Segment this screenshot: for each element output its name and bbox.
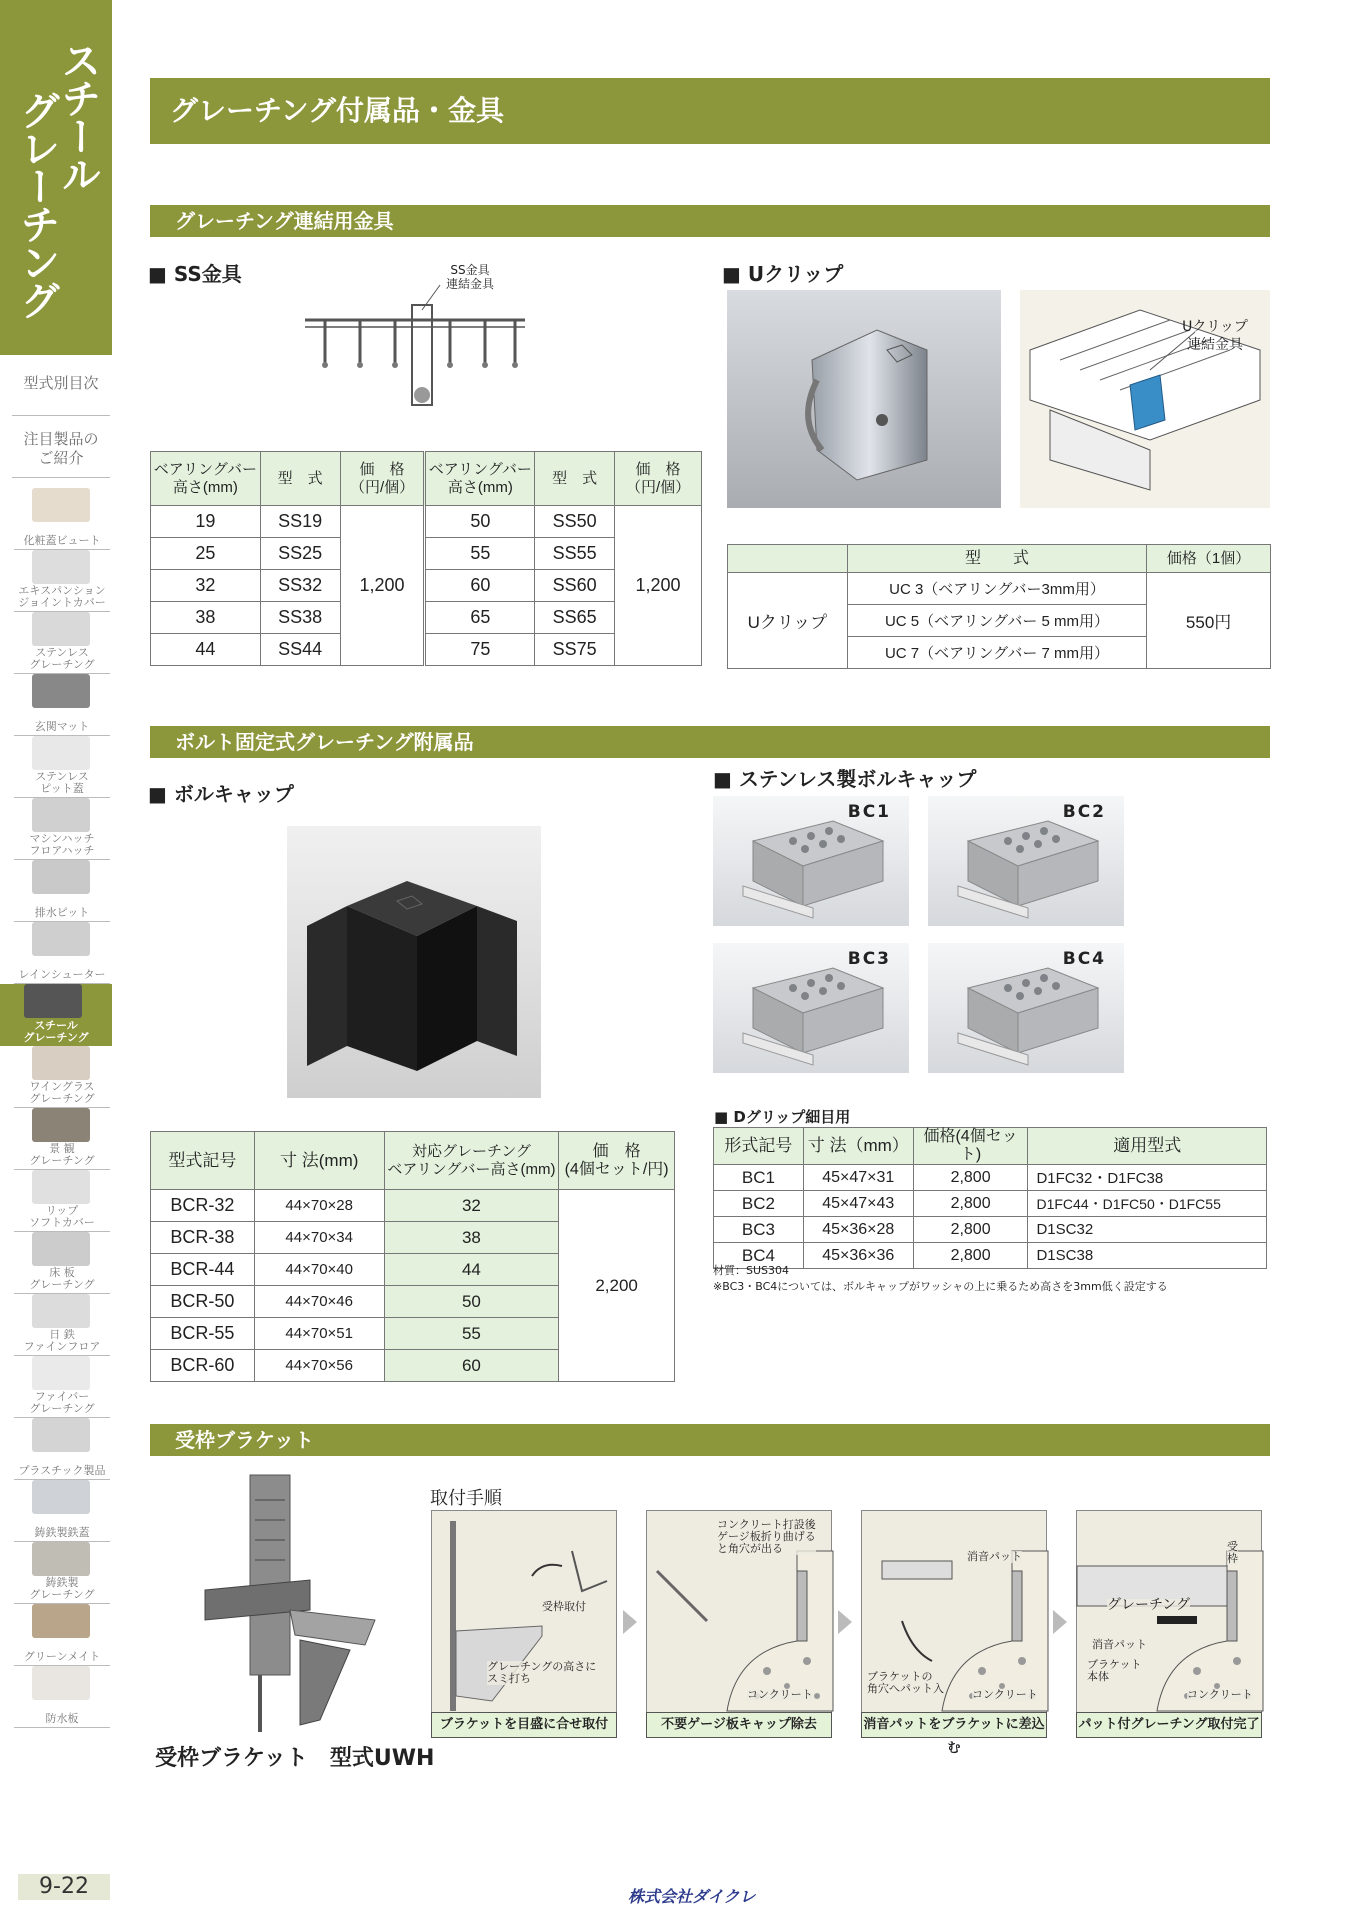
ss-header-type-left: 型 式 (260, 452, 340, 506)
dgrip-header-applicable: 適用型式 (1028, 1128, 1267, 1165)
sidebar-item-label: 化粧蓋ビュート (23, 534, 101, 547)
sidebar-item[interactable] (14, 1604, 110, 1666)
dgrip-table (713, 1127, 1267, 1269)
u-clip-type: UC 7（ベアリングバー 7 mm用） (847, 637, 1146, 669)
ss-price-left: 1,200 (340, 506, 425, 666)
procedure-arrow-icon (623, 1610, 637, 1634)
sidebar-item-thumbnail (32, 1480, 90, 1514)
sidebar-item-label: エキスパンション ジョイントカバー (18, 584, 106, 609)
ss-cell: SS65 (535, 602, 615, 634)
sidebar-item-thumbnail (32, 550, 90, 584)
bolcap-cell: BCR-50 (151, 1286, 255, 1318)
procedure-step-label: 受枠取付 (542, 1600, 586, 1613)
section-header-connector: グレーチング連結用金具 (150, 205, 1270, 237)
ss-cell: SS44 (260, 634, 340, 666)
company-logo (628, 1884, 755, 1907)
sidebar-item[interactable] (14, 798, 110, 860)
ss-cell: 44 (151, 634, 261, 666)
ss-header-price-right: 価 格 （円/個） (615, 452, 702, 506)
procedure-step-panel (431, 1510, 617, 1738)
dgrip-cell: 45×36×36 (803, 1243, 913, 1269)
ss-cell: 75 (425, 634, 535, 666)
sidebar-item-label: 鋳鉄製 グレーチング (29, 1576, 95, 1601)
sidebar-item-thumbnail (32, 1604, 90, 1638)
sidebar-item-label: 景 観 グレーチング (29, 1142, 95, 1167)
sidebar-item[interactable] (14, 1232, 110, 1294)
procedure-arrow-icon (1053, 1610, 1067, 1634)
bolcap-cell: 44×70×28 (254, 1190, 384, 1222)
stainless-bolcap-label: BC2 (1062, 802, 1106, 822)
procedure-step-caption: 不要ゲージ板キャップ除去 (646, 1712, 832, 1738)
procedure-step-label: ブラケットの 角穴へパット入 (867, 1670, 944, 1695)
stainless-bolcap-label: BC4 (1062, 949, 1106, 969)
sidebar-item-thumbnail (32, 860, 90, 894)
bolcap-cell: 38 (384, 1222, 559, 1254)
table-row (151, 506, 702, 538)
bolcap-cell: 60 (384, 1350, 559, 1382)
table-row (151, 1190, 675, 1222)
sidebar-item-thumbnail (32, 1170, 90, 1204)
bolcap-cell: 44 (384, 1254, 559, 1286)
bolcap-cell: 44×70×56 (254, 1350, 384, 1382)
stainless-bolcap-title: ■ ステンレス製ボルキャップ (713, 767, 977, 791)
u-clip-type: UC 3（ベアリングバー3mm用） (847, 573, 1146, 605)
sidebar-item-label: プラスチック製品 (18, 1464, 106, 1477)
dgrip-cell: BC3 (714, 1217, 804, 1243)
sidebar-item-label: ステンレス ピット蓋 (35, 770, 89, 795)
table-row (714, 1217, 1267, 1243)
sidebar-item[interactable] (14, 674, 110, 736)
bolcap-title: ■ ボルキャップ (148, 782, 294, 806)
dgrip-header-model: 形式記号 (714, 1128, 804, 1165)
bolcap-photo (287, 826, 541, 1098)
sidebar-item-label: 排水ピット (34, 906, 90, 919)
bolcap-cell: 44×70×40 (254, 1254, 384, 1286)
sidebar-item-thumbnail (32, 1108, 90, 1142)
dgrip-cell: 2,800 (913, 1217, 1028, 1243)
sidebar-item[interactable] (14, 1294, 110, 1356)
sidebar-item[interactable] (14, 1418, 110, 1480)
bolcap-cell: 55 (384, 1318, 559, 1350)
dgrip-cell: D1FC44・D1FC50・D1FC55 (1028, 1191, 1267, 1217)
sidebar-item[interactable] (14, 922, 110, 984)
sidebar-item-thumbnail (32, 736, 90, 770)
sidebar-item-label: グリーンメイト (23, 1650, 101, 1663)
dgrip-cell: 45×47×31 (803, 1165, 913, 1191)
dgrip-cell: 2,800 (913, 1165, 1028, 1191)
procedure-step-panel (1076, 1510, 1262, 1738)
page-number: 9-22 (18, 1874, 110, 1900)
dgrip-cell: 45×36×28 (803, 1217, 913, 1243)
ss-cell: 50 (425, 506, 535, 538)
dgrip-cell: 2,800 (913, 1243, 1028, 1269)
sidebar-title (0, 40, 112, 340)
sidebar-item-label: ファイバー グレーチング (29, 1390, 95, 1415)
u-clip-name: Uクリップ (728, 573, 848, 669)
bolcap-cell: BCR-60 (151, 1350, 255, 1382)
procedure-step-caption: ブラケットを目盛に合せ取付 (431, 1712, 617, 1738)
u-clip-photo (727, 290, 1001, 508)
bolcap-header-size: 寸 法(mm) (254, 1132, 384, 1190)
sidebar-item-thumbnail (32, 488, 90, 522)
procedure-step-label: 受 枠 (1227, 1540, 1238, 1565)
page-title: グレーチング付属品・金具 (150, 78, 1270, 144)
procedure-step-panel (861, 1510, 1047, 1756)
ss-header-type-right: 型 式 (535, 452, 615, 506)
u-clip-header-price: 価格（1個） (1147, 545, 1271, 573)
stainless-bolcap-photo (928, 943, 1124, 1073)
ss-fitting-title: ■ SS金具 (148, 262, 242, 286)
sidebar-link-featured[interactable]: 注目製品の ご紹介 (12, 430, 110, 478)
ss-cell: 32 (151, 570, 261, 602)
dgrip-cell: 45×47×43 (803, 1191, 913, 1217)
ss-cell: 55 (425, 538, 535, 570)
section-header-bolt-fixed: ボルト固定式グレーチング附属品 (150, 726, 1270, 758)
bolcap-cell: BCR-44 (151, 1254, 255, 1286)
sidebar-item-label: レインシューター (18, 968, 106, 981)
u-clip-header-type: 型 式 (847, 545, 1146, 573)
table-row (714, 1165, 1267, 1191)
dgrip-note-bc3-bc4: ※BC3・BC4については、ボルキャップがワッシャの上に乗るため高さを3mm低く設定する (713, 1280, 1168, 1293)
sidebar-title-line2: グレーチング (14, 90, 60, 318)
ss-cell: SS50 (535, 506, 615, 538)
bolcap-header-bar-height: 対応グレーチング ベアリングバー高さ(mm) (384, 1132, 559, 1190)
sidebar-item-label: 防水板 (45, 1712, 79, 1725)
ss-cell: 38 (151, 602, 261, 634)
ss-cell: 65 (425, 602, 535, 634)
ss-cell: SS25 (260, 538, 340, 570)
bolcap-cell: 50 (384, 1286, 559, 1318)
sidebar-item[interactable] (14, 860, 110, 922)
procedure-step-label: 消音パット (1092, 1638, 1147, 1651)
bolcap-cell: 44×70×34 (254, 1222, 384, 1254)
sidebar-item[interactable] (14, 1356, 110, 1418)
stainless-bolcap-photo (928, 796, 1124, 926)
sidebar-link-type-index[interactable]: 型式別目次 (12, 374, 110, 416)
stainless-bolcap-label: BC1 (847, 802, 891, 822)
sidebar-item-thumbnail (32, 1232, 90, 1266)
u-clip-price: 550円 (1147, 573, 1271, 669)
sidebar-item-active-bg[interactable] (0, 984, 112, 1046)
stainless-bolcap-photo (713, 796, 909, 926)
procedure-step-panel (646, 1510, 832, 1738)
dgrip-header-price: 価格(4個セット) (913, 1128, 1028, 1165)
frame-bracket-caption: 受枠ブラケット 型式UWH (155, 1746, 435, 1771)
sidebar-item-label: スチール グレーチング (23, 1019, 89, 1044)
ss-cell: 19 (151, 506, 261, 538)
sidebar-item[interactable] (14, 1542, 110, 1604)
sidebar-item-thumbnail (24, 984, 82, 1018)
stainless-bolcap-photo (713, 943, 909, 1073)
sidebar-item-label: 床 板 グレーチング (29, 1266, 95, 1291)
dgrip-cell: BC4 (714, 1243, 804, 1269)
ss-header-bar-height-left: ベアリングバー 高さ(mm) (151, 452, 261, 506)
sidebar-item[interactable] (14, 1666, 110, 1728)
bolcap-price: 2,200 (559, 1190, 675, 1382)
sidebar-item-thumbnail (32, 1418, 90, 1452)
procedure-step-caption: パット付グレーチング取付完了 (1076, 1712, 1262, 1738)
frame-bracket-photo (200, 1470, 380, 1740)
sidebar-item-label: 鋳鉄製鉄蓋 (34, 1526, 90, 1539)
bolcap-cell: 32 (384, 1190, 559, 1222)
procedure-step-label: コンクリート打設後 ゲージ板折り曲げる と角穴が出る (717, 1518, 816, 1555)
procedure-step-label: グレーチング (1107, 1597, 1191, 1613)
section-header-frame-bracket: 受枠ブラケット (150, 1424, 1270, 1456)
bolcap-cell: BCR-38 (151, 1222, 255, 1254)
sidebar-item-label: ワイングラス グレーチング (29, 1080, 95, 1105)
sidebar-item-thumbnail (32, 1294, 90, 1328)
dgrip-note-material: 材質：SUS304 (713, 1264, 790, 1277)
procedure-step-label: コンクリート (972, 1688, 1038, 1701)
sidebar-item-thumbnail (32, 1542, 90, 1576)
ss-header-price-left: 価 格 （円/個） (340, 452, 425, 506)
sidebar-item[interactable] (14, 550, 110, 612)
stainless-bolcap-label: BC3 (847, 949, 891, 969)
sidebar-item[interactable] (14, 736, 110, 798)
dgrip-title: ■ Dグリップ細目用 (714, 1108, 851, 1126)
procedure-step-label: ブラケット 本体 (1087, 1658, 1142, 1683)
sidebar-item[interactable] (14, 488, 110, 550)
dgrip-cell: D1FC32・D1FC38 (1028, 1165, 1267, 1191)
procedure-step-label: 消音パット (967, 1550, 1022, 1563)
ss-cell: SS55 (535, 538, 615, 570)
sidebar-item-label: ステンレス グレーチング (29, 646, 95, 671)
procedure-step-label: コンクリート (747, 1688, 813, 1701)
dgrip-cell: D1SC32 (1028, 1217, 1267, 1243)
ss-fitting-table (150, 451, 702, 666)
table-row (714, 1243, 1267, 1269)
company-logo-text: 株式会社ダイクレ (628, 1887, 756, 1906)
bolcap-cell: 44×70×51 (254, 1318, 384, 1350)
sidebar-item[interactable] (14, 612, 110, 674)
table-row (714, 1191, 1267, 1217)
sidebar-item[interactable] (14, 1108, 110, 1170)
bolcap-cell: 44×70×46 (254, 1286, 384, 1318)
bolcap-cell: BCR-32 (151, 1190, 255, 1222)
sidebar-item-thumbnail (32, 674, 90, 708)
sidebar-item-thumbnail (32, 1666, 90, 1700)
ss-cell: SS75 (535, 634, 615, 666)
dgrip-cell: D1SC38 (1028, 1243, 1267, 1269)
dgrip-header-size: 寸 法（mm） (803, 1128, 913, 1165)
ss-cell: SS60 (535, 570, 615, 602)
ss-price-right: 1,200 (615, 506, 702, 666)
procedure-arrow-icon (838, 1610, 852, 1634)
dgrip-cell: BC2 (714, 1191, 804, 1217)
ss-cell: 25 (151, 538, 261, 570)
u-clip-table (727, 544, 1271, 669)
ss-cell: SS32 (260, 570, 340, 602)
sidebar-item-thumbnail (32, 1356, 90, 1390)
bolcap-header-price: 価 格 (4個セット/円) (559, 1132, 675, 1190)
sidebar-item[interactable] (14, 1480, 110, 1542)
bolcap-table (150, 1131, 675, 1382)
ss-cell: SS19 (260, 506, 340, 538)
sidebar-item-thumbnail (32, 798, 90, 832)
sidebar-item[interactable] (14, 1046, 110, 1108)
sidebar-item-label: 日 鉄 ファインフロア (23, 1328, 101, 1353)
sidebar-item-thumbnail (32, 1046, 90, 1080)
bolcap-header-model: 型式記号 (151, 1132, 255, 1190)
dgrip-cell: BC1 (714, 1165, 804, 1191)
ss-cell: 60 (425, 570, 535, 602)
u-clip-diagram-label: Uクリップ 連結金具 (1182, 319, 1248, 353)
sidebar-item-thumbnail (32, 612, 90, 646)
procedure-title: 取付手順 (430, 1488, 502, 1509)
u-clip-title: ■ Uクリップ (722, 262, 844, 286)
bolcap-cell: BCR-55 (151, 1318, 255, 1350)
u-clip-type: UC 5（ベアリングバー 5 mm用） (847, 605, 1146, 637)
sidebar-item-label: リップ ソフトカバー (29, 1204, 95, 1229)
ss-header-bar-height-right: ベアリングバー 高さ(mm) (425, 452, 535, 506)
ss-fitting-diagram-label: SS金具 連結金具 (445, 263, 494, 291)
sidebar-item-label: 玄関マット (34, 720, 90, 733)
sidebar-item[interactable] (14, 1170, 110, 1232)
ss-cell: SS38 (260, 602, 340, 634)
procedure-step-label: コンクリート (1187, 1688, 1253, 1701)
table-row (728, 573, 1271, 605)
sidebar-item-thumbnail (32, 922, 90, 956)
procedure-step-caption: 消音パットをブラケットに差込む (861, 1712, 1047, 1738)
sidebar-title-line1: スチール (55, 40, 101, 192)
sidebar-item-label: マシンハッチ フロアハッチ (29, 832, 95, 857)
dgrip-cell: 2,800 (913, 1191, 1028, 1217)
procedure-step-label: グレーチングの高さに スミ打ち (487, 1660, 597, 1685)
